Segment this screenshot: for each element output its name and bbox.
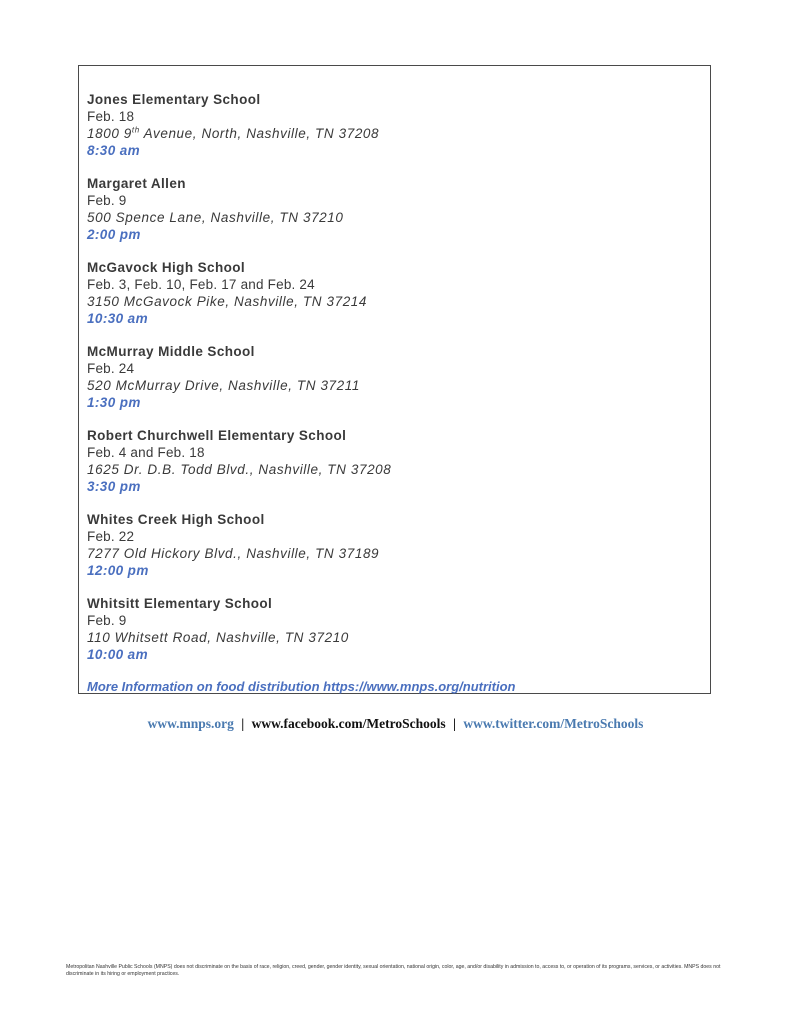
- school-address: [87, 125, 697, 142]
- distribution-dates: Feb. 22: [87, 529, 135, 544]
- distribution-dates: Feb. 18: [87, 109, 135, 124]
- distribution-time: 1:30 pm: [87, 395, 141, 410]
- school-address: 500 Spence Lane, Nashville, TN 37210: [87, 210, 344, 225]
- school-name: Robert Churchwell Elementary School: [87, 428, 347, 443]
- distribution-time: 3:30 pm: [87, 479, 141, 494]
- schedule-entry-whitsitt: [87, 595, 697, 663]
- address-superscript: th: [131, 125, 140, 135]
- schedule-entry-margaret-allen: [87, 175, 697, 243]
- distribution-time: 8:30 am: [87, 143, 141, 158]
- footer-separator: |: [453, 716, 456, 731]
- schedule-entry-robert-churchwell: [87, 427, 697, 495]
- distribution-time: 10:00 am: [87, 647, 148, 662]
- footer-separator: |: [241, 716, 245, 731]
- distribution-time: 2:00 pm: [87, 227, 141, 242]
- nondiscrimination-disclaimer: Metropolitan Nashville Public Schools (MNPS) does not discriminate on the basis of race, religion, creed, gender, gender identity, sexual orientation, national origin, color, age, and/or disability in admission to, access to, or operation of its programs, services, or activities. MNPS does not discriminate in its hiring or employment practices.: [66, 964, 721, 977]
- address-part: 1800 9: [87, 126, 132, 141]
- school-name: Margaret Allen: [87, 176, 186, 191]
- school-name: Jones Elementary School: [87, 92, 261, 107]
- distribution-dates: Feb. 3, Feb. 10, Feb. 17 and Feb. 24: [87, 277, 315, 292]
- schedule-entry-mcmurray: [87, 343, 697, 411]
- school-name: Whitsitt Elementary School: [87, 596, 273, 611]
- footer-links: [0, 716, 791, 732]
- twitter-link[interactable]: www.twitter.com/MetroSchools: [463, 716, 644, 731]
- schedule-list: [87, 91, 697, 695]
- schedule-entry-whites-creek: [87, 511, 697, 579]
- school-name: Whites Creek High School: [87, 512, 265, 527]
- address-part: Avenue, North, Nashville, TN 37208: [139, 126, 380, 141]
- facebook-link[interactable]: www.facebook.com/MetroSchools: [251, 716, 446, 731]
- distribution-time: 12:00 pm: [87, 563, 149, 578]
- school-address: 7277 Old Hickory Blvd., Nashville, TN 37189: [87, 546, 380, 561]
- school-name: McGavock High School: [87, 260, 246, 275]
- distribution-dates: Feb. 9: [87, 613, 127, 628]
- school-address: 110 Whitsett Road, Nashville, TN 37210: [87, 630, 349, 645]
- school-address: 520 McMurray Drive, Nashville, TN 37211: [87, 378, 360, 393]
- distribution-dates: Feb. 4 and Feb. 18: [87, 445, 205, 460]
- website-link[interactable]: www.mnps.org: [147, 716, 234, 731]
- schedule-box: [78, 65, 711, 694]
- schedule-entry-jones: [87, 91, 697, 159]
- distribution-dates: Feb. 24: [87, 361, 135, 376]
- school-address: 3150 McGavock Pike, Nashville, TN 37214: [87, 294, 368, 309]
- distribution-time: 10:30 am: [87, 311, 148, 326]
- school-name: McMurray Middle School: [87, 344, 255, 359]
- school-address: 1625 Dr. D.B. Todd Blvd., Nashville, TN 37208: [87, 462, 392, 477]
- distribution-dates: Feb. 9: [87, 193, 127, 208]
- nutrition-info-link[interactable]: More Information on food distribution https://www.mnps.org/nutrition: [87, 679, 516, 694]
- schedule-entry-mcgavock: [87, 259, 697, 327]
